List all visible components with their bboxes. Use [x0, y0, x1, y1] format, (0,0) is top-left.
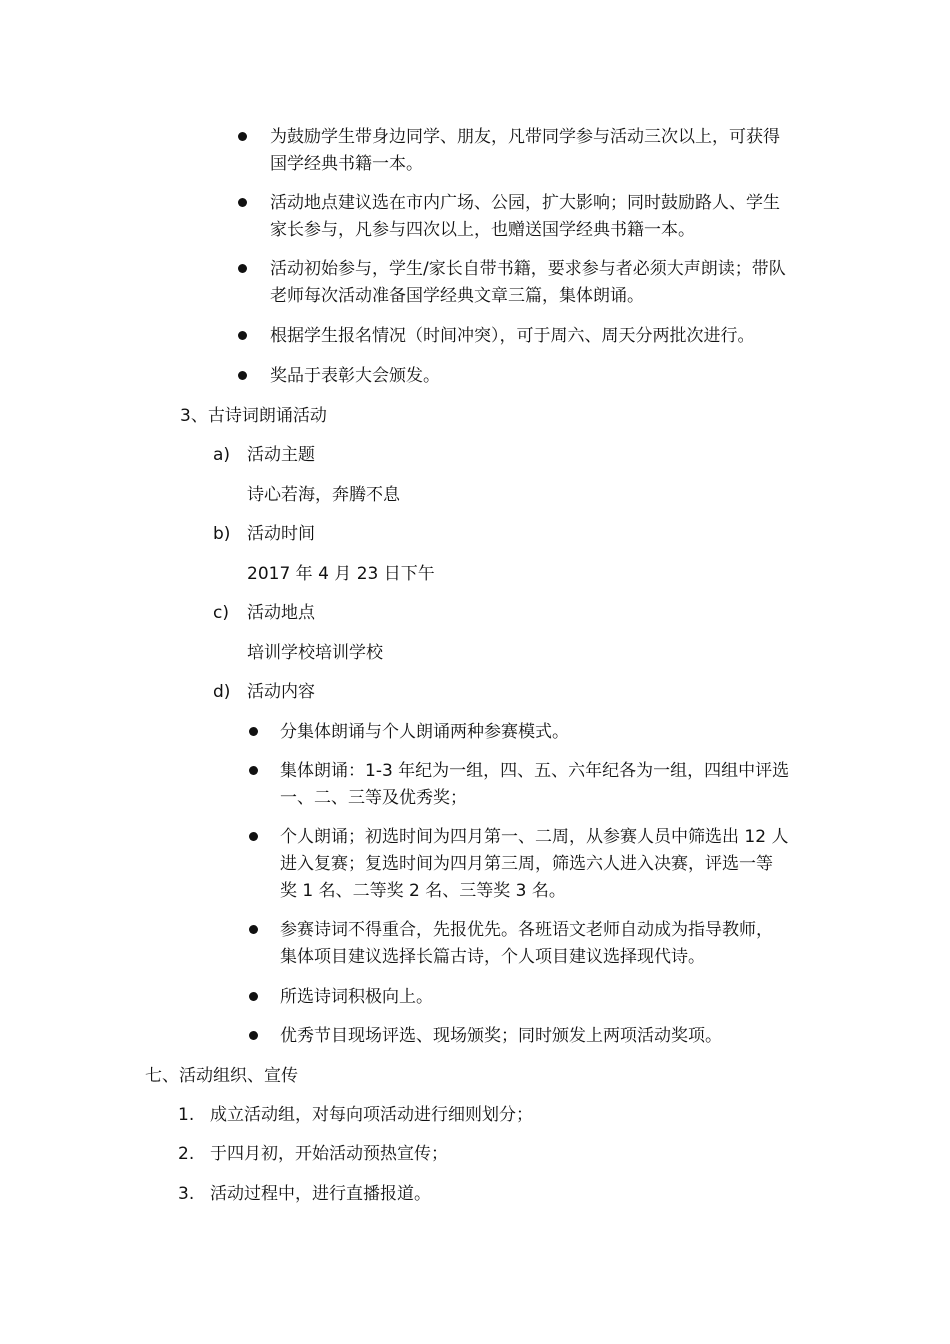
bullet-icon: [238, 371, 247, 380]
bullet-icon: [249, 925, 258, 934]
item-value: 诗心若海，奔腾不息: [247, 485, 400, 505]
bullet-icon: [238, 264, 247, 273]
item-label: 活动主题: [247, 445, 315, 465]
item-marker: a): [213, 445, 231, 465]
bullet-icon: [238, 331, 247, 340]
item-value: 2017 年 4 月 23 日下午: [247, 564, 435, 584]
item-label: 活动时间: [247, 524, 315, 544]
bullet-text-line: 家长参与，凡参与四次以上，也赠送国学经典书籍一本。: [270, 220, 695, 240]
item-marker: b): [213, 524, 231, 544]
bullet-text-line: 分集体朗诵与个人朗诵两种参赛模式。: [280, 722, 569, 742]
bullet-text-line: 一、二、三等及优秀奖；: [280, 788, 467, 808]
list-item: 成立活动组，对每向项活动进行细则划分；: [210, 1105, 533, 1125]
bullet-text-line: 老师每次活动准备国学经典文章三篇，集体朗诵。: [270, 286, 644, 306]
bullet-text-line: 活动地点建议选在市内广场、公园，扩大影响；同时鼓励路人、学生: [270, 193, 780, 213]
bullet-text-line: 个人朗诵；初选时间为四月第一、二周，从参赛人员中筛选出 12 人: [280, 827, 789, 847]
item-marker: d): [213, 682, 231, 702]
item-value: 培训学校培训学校: [247, 643, 383, 663]
bullet-text-line: 活动初始参与，学生/家长自带书籍，要求参与者必须大声朗读；带队: [270, 259, 786, 279]
section-heading: 3、古诗词朗诵活动: [180, 406, 327, 426]
list-item: 于四月初，开始活动预热宣传；: [210, 1144, 448, 1164]
bullet-icon: [238, 132, 247, 141]
list-item: 活动过程中，进行直播报道。: [210, 1184, 431, 1204]
bullet-icon: [249, 992, 258, 1001]
bullet-text-line: 奖品于表彰大会颁发。: [270, 366, 440, 386]
bullet-text-line: 为鼓励学生带身边同学、朋友，凡带同学参与活动三次以上，可获得: [270, 127, 780, 147]
bullet-text-line: 优秀节目现场评选、现场颁奖；同时颁发上两项活动奖项。: [280, 1026, 722, 1046]
bullet-text-line: 国学经典书籍一本。: [270, 154, 423, 174]
bullet-text-line: 参赛诗词不得重合，先报优先。各班语文老师自动成为指导教师，: [280, 920, 773, 940]
item-marker: 3.: [178, 1184, 195, 1204]
item-marker: 2.: [178, 1144, 195, 1164]
bullet-icon: [238, 198, 247, 207]
bullet-text-line: 集体项目建议选择长篇古诗，个人项目建议选择现代诗。: [280, 947, 705, 967]
bullet-icon: [249, 766, 258, 775]
item-label: 活动地点: [247, 603, 315, 623]
bullet-icon: [249, 727, 258, 736]
item-marker: c): [213, 603, 229, 623]
bullet-icon: [249, 832, 258, 841]
bullet-text-line: 所选诗词积极向上。: [280, 987, 433, 1007]
bullet-text-line: 根据学生报名情况（时间冲突），可于周六、周天分两批次进行。: [270, 326, 755, 346]
bullet-text-line: 集体朗诵：1-3 年纪为一组，四、五、六年纪各为一组，四组中评选: [280, 761, 790, 781]
item-label: 活动内容: [247, 682, 315, 702]
section-heading: 七、活动组织、宣传: [145, 1066, 298, 1086]
item-marker: 1.: [178, 1105, 195, 1125]
bullet-text-line: 奖 1 名、二等奖 2 名、三等奖 3 名。: [280, 881, 566, 901]
bullet-text-line: 进入复赛；复选时间为四月第三周，筛选六人进入决赛，评选一等: [280, 854, 773, 874]
bullet-icon: [249, 1031, 258, 1040]
